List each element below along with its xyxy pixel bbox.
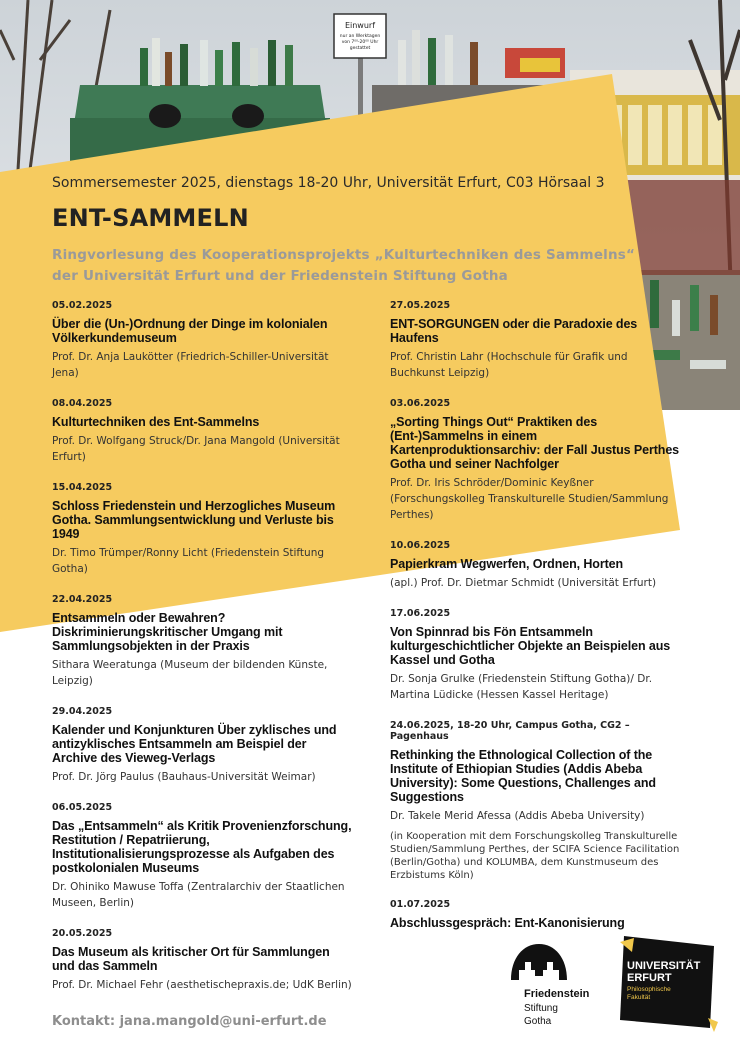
lecture-speaker: Prof. Dr. Wolfgang Struck/Dr. Jana Mangold (Universität Erfurt)	[52, 435, 340, 463]
lecture-title: Schloss Friedenstein und Herzogliches Museum Gotha. Sammlungsentwicklung und Verluste bis 1949	[52, 499, 336, 541]
lecture-title: Das „Entsammeln“ als Kritik Provenienzforschung, Restitution / Repatriierung, Institutionalisierungsprozesse als Aufgaben des postkolonialen Museums	[52, 819, 352, 875]
lecture-speaker: Sithara Weeratunga (Museum der bildenden Künste, Leipzig)	[52, 659, 328, 687]
lecture-speaker: Prof. Dr. Michael Fehr (aesthetischepraxis.de; UdK Berlin)	[52, 979, 352, 991]
lecture-entry	[390, 608, 680, 703]
lecture-speaker: Dr. Takele Merid Afessa (Addis Abeba University)	[390, 810, 645, 822]
semester-info: Sommersemester 2025, dienstags 18-20 Uhr, Universität Erfurt, C03 Hörsaal 3	[52, 175, 605, 191]
lecture-speaker: Prof. Dr. Iris Schröder/Dominic Keyßner (Forschungskolleg Transkulturelle Studien/Sammlung Perthes)	[390, 477, 669, 521]
sign-text-line: gestattet	[349, 46, 371, 51]
friedenstein-sub	[524, 1002, 558, 1028]
lecture-entry	[390, 540, 680, 591]
lecture-title: Das Museum als kritischer Ort für Sammlungen und das Sammeln	[52, 945, 330, 973]
lecture-note: (in Kooperation mit dem Forschungskolleg Transkulturelle Studien/Sammlung Perthes, der SCIFA Science Facilitation (Berlin/Gotha) und KOLUMBA, dem Kunstmuseum des Erzbistums Köln)	[390, 831, 680, 881]
lecture-speaker: Dr. Ohiniko Mawuse Toffa (Zentralarchiv der Staatlichen Museen, Berlin)	[52, 881, 345, 909]
friedenstein-sub-line: Stiftung	[524, 1003, 558, 1014]
lecture-speaker: Prof. Dr. Jörg Paulus (Bauhaus-Universität Weimar)	[52, 771, 316, 783]
lecture-title: Entsammeln oder Bewahren? Diskriminierungskritischer Umgang mit Sammlungsobjekten in der Praxis	[52, 611, 283, 653]
sign-text-line: nur an Werktagen	[339, 34, 381, 39]
subtitle	[52, 245, 635, 287]
uni-erfurt-logo	[618, 932, 718, 1032]
lecture-date: 15.04.2025	[52, 482, 113, 493]
lecture-date: 17.06.2025	[390, 608, 451, 619]
uni-faculty-line: Fakultät	[627, 994, 651, 1001]
lecture-entry	[390, 398, 680, 523]
uni-faculty-line: Philosophische	[627, 986, 671, 993]
lecture-entry	[52, 928, 352, 993]
lecture-title: Rethinking the Ethnological Collection of the Institute of Ethiopian Studies (Addis Abeba University): Some Questions, Challenges and Suggestions	[390, 748, 656, 804]
contact-email[interactable]: Kontakt: jana.mangold@uni-erfurt.de	[52, 1014, 327, 1029]
lecture-entry	[52, 398, 352, 465]
lecture-date: 03.06.2025	[390, 398, 451, 409]
lecture-entry	[52, 706, 352, 785]
sign-title: Einwurf	[344, 21, 376, 30]
lecture-speaker: Dr. Sonja Grulke (Friedenstein Stiftung Gotha)/ Dr. Martina Lüdicke (Hessen Kassel Heritage)	[390, 673, 653, 701]
lecture-date: 10.06.2025	[390, 540, 451, 551]
lecture-date: 29.04.2025	[52, 706, 113, 717]
lecture-entry	[52, 300, 352, 381]
lecture-date: 05.02.2025	[52, 300, 113, 311]
uni-faculty	[627, 986, 671, 1002]
lecture-date: 24.06.2025, 18-20 Uhr, Campus Gotha, CG2 – Pagenhaus	[390, 720, 630, 742]
uni-name	[627, 960, 700, 984]
lecture-title: Abschlussgespräch: Ent-Kanonisierung	[390, 916, 625, 930]
lecture-title: Über die (Un-)Ordnung der Dinge im kolonialen Völkerkundemuseum	[52, 317, 328, 345]
lecture-title: Kalender und Konjunkturen Über zyklisches und antizyklisches Entsammeln am Beispiel der Archive des Vieweg-Verlags	[52, 723, 337, 765]
friedenstein-sub-line: Gotha	[524, 1016, 552, 1027]
lecture-date: 01.07.2025	[390, 899, 451, 910]
program-left-column	[52, 300, 352, 1010]
castle-icon	[507, 940, 571, 984]
lecture-entry	[52, 482, 352, 577]
lecture-date: 20.05.2025	[52, 928, 113, 939]
lecture-title: ENT-SORGUNGEN oder die Paradoxie des Haufens	[390, 317, 638, 345]
lecture-title: Kulturtechniken des Ent-Sammelns	[52, 415, 260, 429]
page-title: ENT-SAMMELN	[52, 204, 249, 232]
lecture-entry	[52, 594, 352, 689]
lecture-title: „Sorting Things Out“ Praktiken des (Ent-)Sammelns in einem Kartenproduktionsarchiv: der Fall Justus Perthes Gotha und seiner Nachfolger	[390, 415, 680, 471]
lecture-date: 06.05.2025	[52, 802, 113, 813]
lecture-entry	[390, 899, 680, 930]
uni-name-line: ERFURT	[627, 972, 672, 984]
lecture-entry	[52, 802, 352, 911]
lecture-entry	[390, 300, 680, 381]
lecture-speaker: (apl.) Prof. Dr. Dietmar Schmidt (Universität Erfurt)	[390, 577, 657, 589]
lecture-speaker: Prof. Christin Lahr (Hochschule für Grafik und Buchkunst Leipzig)	[390, 351, 628, 379]
lecture-speaker: Prof. Dr. Anja Laukötter (Friedrich-Schiller-Universität Jena)	[52, 351, 329, 379]
program-right-column	[390, 300, 680, 947]
sign-text-line: von 7⁰⁰-20⁰⁰ Uhr	[341, 40, 379, 45]
lecture-title: Papierkram Wegwerfen, Ordnen, Horten	[390, 557, 624, 571]
lecture-speaker: Dr. Timo Trümper/Ronny Licht (Friedenstein Stiftung Gotha)	[52, 547, 325, 575]
friedenstein-logo	[505, 940, 597, 1035]
lecture-date: 27.05.2025	[390, 300, 451, 311]
lecture-title: Von Spinnrad bis Fön Entsammeln kulturgeschichtlicher Objekte an Beispielen aus Kassel und Gotha	[390, 625, 671, 667]
lecture-entry	[390, 720, 680, 882]
subtitle-line: der Universität Erfurt und der Friedenstein Stiftung Gotha	[52, 268, 508, 284]
subtitle-line: Ringvorlesung des Kooperationsprojekts „Kulturtechniken des Sammelns“	[52, 247, 636, 263]
lecture-date: 08.04.2025	[52, 398, 113, 409]
lecture-date: 22.04.2025	[52, 594, 113, 605]
friedenstein-name: Friedenstein	[524, 988, 590, 1000]
uni-name-line: UNIVERSITÄT	[627, 960, 701, 972]
